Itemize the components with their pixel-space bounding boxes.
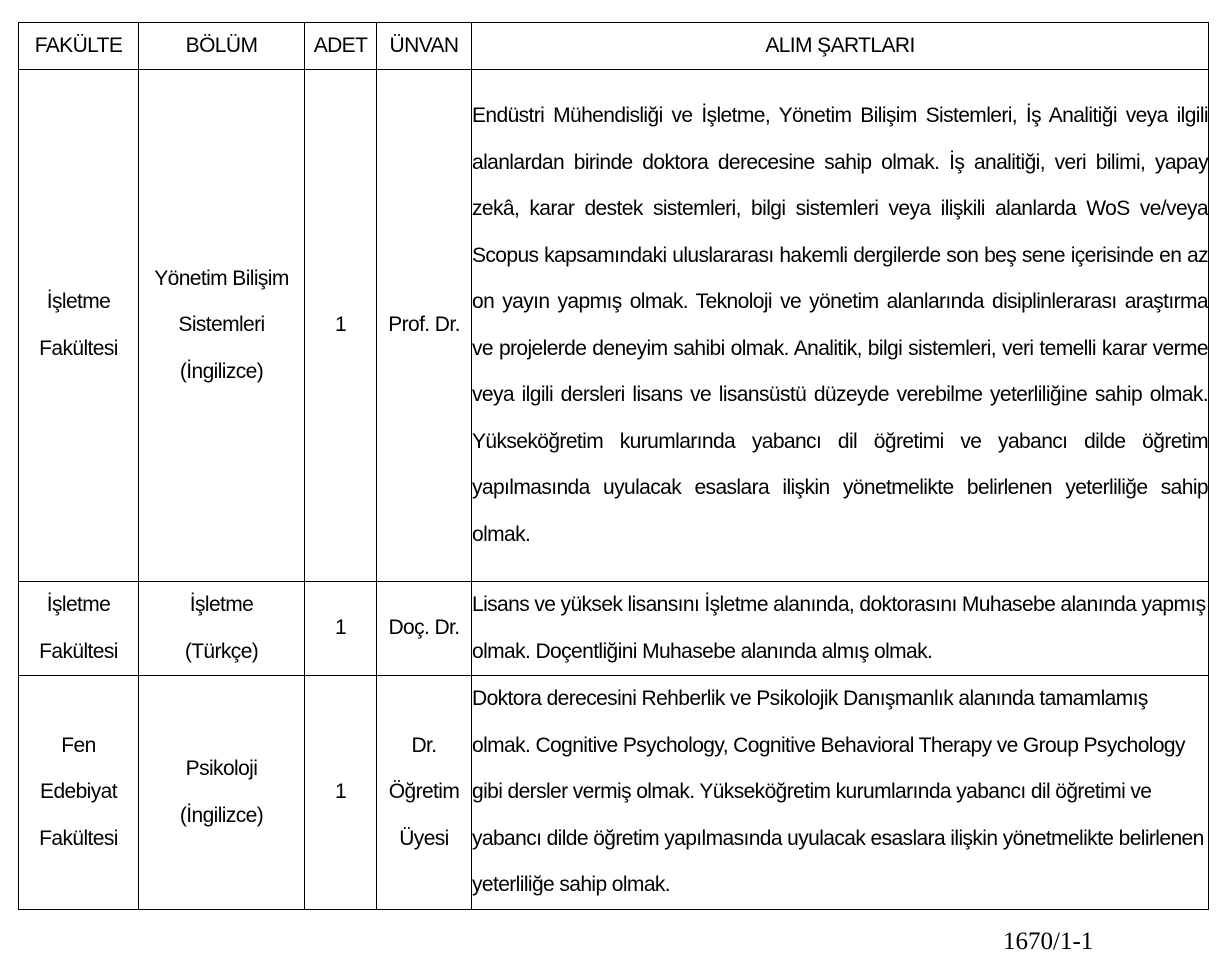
department-line: (İngilizce) (179, 359, 264, 383)
department-line: (İngilizce) (179, 803, 264, 827)
count-cell: 1 (305, 582, 377, 676)
table-row (19, 676, 1209, 910)
document-code: 1670/1-1 (1003, 928, 1094, 955)
title-cell (377, 676, 472, 910)
department-line: (Türkçe) (184, 639, 259, 663)
department-line: Yönetim Bilişim (154, 266, 289, 290)
title-cell (377, 582, 472, 676)
department-line: Sistemleri (178, 313, 265, 337)
title-line: Doç. Dr. (388, 616, 460, 640)
table-row (19, 70, 1209, 582)
faculty-line: Fakültesi (39, 639, 118, 663)
faculty-line: Fakültesi (39, 826, 118, 850)
count-cell: 1 (305, 676, 377, 910)
faculty-line: İşletme (46, 290, 111, 313)
department-cell (139, 676, 305, 910)
header-unvan: ÜNVAN (377, 23, 472, 70)
title-line: Prof. Dr. (388, 313, 460, 337)
header-adet: ADET (305, 23, 377, 70)
requirements-cell: Lisans ve yüksek lisansını İşletme alanında, doktorasını Muhasebe alanında yapmış olmak. Doçentliğini Muhasebe alanında almış olmak. (472, 582, 1209, 676)
header-bolum: BÖLÜM (139, 23, 305, 70)
faculty-cell (19, 676, 139, 910)
faculty-line: İşletme (46, 593, 111, 616)
title-line: Öğretim (388, 780, 460, 804)
title-line: Üyesi (399, 826, 449, 850)
positions-table (18, 22, 1209, 910)
header-row (19, 23, 1209, 70)
count-cell: 1 (305, 70, 377, 582)
faculty-cell (19, 582, 139, 676)
faculty-line: Fakültesi (39, 336, 118, 360)
requirements-cell: Endüstri Mühendisliği ve İşletme, Yönetim Bilişim Sistemleri, İş Analitiği veya ilgili alanlardan birinde doktora derecesine sahip olmak. İş analitiği, veri bilimi, yapay zekâ, karar destek sistemleri, bilgi sistemleri veya ilişkili alanlarda WoS ve/veya Scopus kapsamındaki uluslararası hakemli dergilerde son beş sene içerisinde en az on yayın yapmış olmak. Teknoloji ve yönetim alanlarında disiplinlerarası araştırma ve projelerde deneyim sahibi olmak. Analitik, bilgi sistemleri, veri temelli karar verme veya ilgili dersleri lisans ve lisansüstü düzeyde verebilme yeterliliğine sahip olmak. Yükseköğretim kurumlarında yabancı dil öğretimi ve yabancı dilde öğretim yapılmasında uyulacak esaslara ilişkin yönetmelikte belirlenen yeterliliğe sahip olmak. (472, 70, 1209, 582)
department-line: İşletme (189, 593, 254, 616)
title-line: Dr. (411, 733, 437, 757)
faculty-line: Edebiyat (40, 780, 117, 804)
department-cell (139, 582, 305, 676)
requirements-cell: Doktora derecesini Rehberlik ve Psikolojik Danışmanlık alanında tamamlamış olmak. Cognitive Psychology, Cognitive Behavioral Therapy ve Group Psychology gibi dersler vermiş olmak. Yükseköğretim kurumlarında yabancı dil öğretimi ve yabancı dilde öğretim yapılmasında uyulacak esaslara ilişkin yönetmelikte belirlenen yeterliliğe sahip olmak. (472, 676, 1209, 910)
department-cell (139, 70, 305, 582)
faculty-line: Fen (61, 733, 96, 757)
faculty-cell (19, 70, 139, 582)
header-fakulte: FAKÜLTE (19, 23, 139, 70)
table-row (19, 582, 1209, 676)
header-alim-sartlari: ALIM ŞARTLARI (472, 23, 1209, 70)
title-cell (377, 70, 472, 582)
department-line: Psikoloji (185, 757, 258, 780)
